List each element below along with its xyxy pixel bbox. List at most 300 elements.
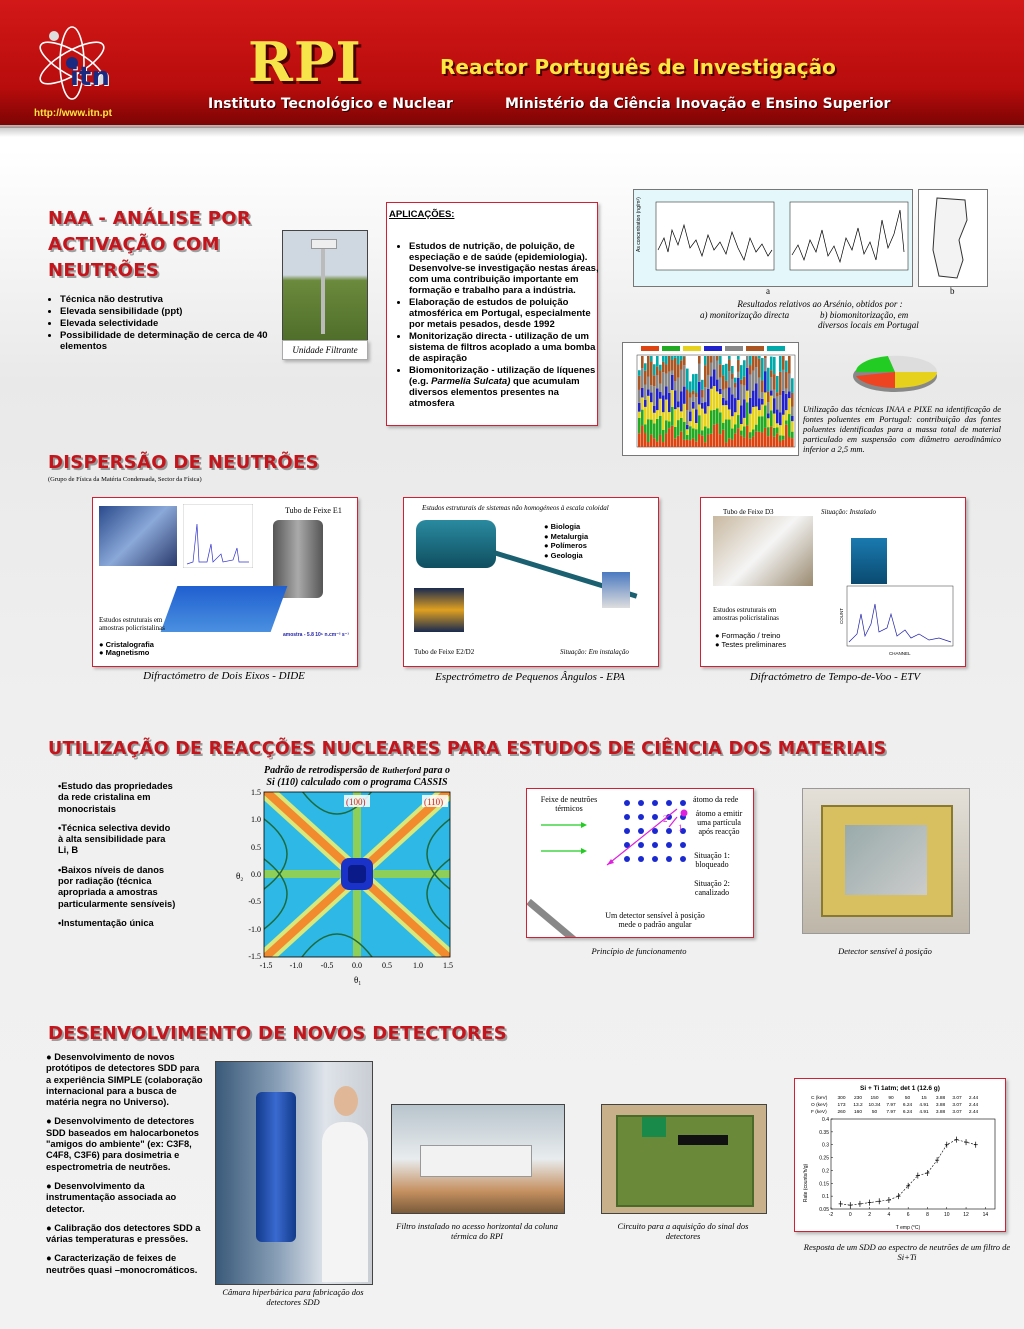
y-tick-label: 0.05 [819, 1207, 829, 1213]
threshold-cell: 173 [837, 1103, 846, 1108]
threshold-cell: 6.24 [902, 1103, 913, 1108]
stack-segment [764, 358, 767, 371]
source-contribution-chart [622, 342, 799, 456]
stack-segment [725, 381, 728, 389]
stack-segment [677, 401, 680, 407]
stack-segment [707, 435, 710, 447]
stack-segment [638, 370, 641, 376]
stack-segment [656, 356, 659, 366]
detectors-bullets [46, 1052, 204, 1284]
threshold-cell: 230 [853, 1096, 863, 1101]
stack-segment [710, 356, 713, 363]
stack-segment [728, 356, 731, 359]
stack-segment [710, 363, 713, 377]
stack-segment [638, 418, 641, 433]
stack-segment [680, 411, 683, 418]
x-tick: -0.5 [320, 961, 334, 970]
threshold-cell: 7.97 [886, 1110, 896, 1115]
lattice-atom [666, 828, 672, 834]
stack-segment [695, 374, 698, 393]
stack-segment [668, 393, 671, 412]
principle-situation1: Situação 1: bloqueado [694, 851, 730, 869]
stack-segment [734, 378, 737, 383]
stack-segment [752, 437, 755, 447]
stack-segment [653, 375, 656, 386]
stack-segment [701, 390, 704, 398]
stack-segment [662, 412, 665, 430]
stack-segment [785, 394, 788, 410]
stack-segment [776, 410, 779, 424]
stack-segment [689, 381, 692, 392]
stack-segment [764, 392, 767, 405]
stack-segment [707, 375, 710, 389]
stack-segment [647, 419, 650, 442]
list-item: ● Metalurgia [544, 531, 589, 541]
stack-segment [641, 410, 644, 426]
stack-segment [683, 422, 686, 440]
stack-segment [785, 361, 788, 372]
dide-spectrum [183, 504, 253, 568]
stack-segment [728, 438, 731, 447]
list-item: ● Cristalografia [99, 640, 154, 649]
stack-segment [695, 429, 698, 441]
stack-segment [755, 383, 758, 406]
stack-segment [656, 410, 659, 419]
stacked-bars [623, 343, 798, 455]
hyperbaric-chamber-photo [215, 1061, 373, 1285]
x-tick: 0.5 [382, 961, 392, 970]
stack-segment [644, 407, 647, 424]
stack-segment [782, 436, 785, 440]
lattice-atom [638, 814, 644, 820]
threshold-cell: 160 [853, 1110, 863, 1115]
stack-segment [656, 366, 659, 375]
dide-photo [99, 506, 177, 566]
stack-segment [758, 417, 761, 432]
lattice-atom [680, 800, 686, 806]
stack-segment [683, 365, 686, 386]
x-tick-label: 14 [982, 1212, 989, 1218]
etv-spectrum [839, 584, 957, 658]
threshold-cell: 3.07 [952, 1110, 962, 1115]
stack-segment [767, 427, 770, 436]
map-label-100: (100) [346, 797, 366, 807]
epa-tank [416, 520, 496, 568]
threshold-cell: 50 [904, 1096, 911, 1101]
stack-segment [791, 378, 794, 393]
threshold-cell: 2.44 [968, 1110, 979, 1115]
stack-segment [704, 426, 707, 442]
y-tick-label: 0.35 [819, 1129, 829, 1136]
stack-segment [656, 419, 659, 442]
lattice-atom [624, 828, 630, 834]
item-text: Geologia [550, 550, 583, 560]
stack-segment [689, 426, 692, 440]
epa-photo-2 [602, 572, 630, 608]
stack-segment [653, 413, 656, 424]
stack-segment [743, 437, 746, 447]
stack-segment [764, 405, 767, 427]
stack-segment [779, 441, 782, 447]
stack-segment [644, 424, 647, 433]
stack-segment [734, 387, 737, 398]
map-title-part2: para o [421, 765, 450, 776]
stack-segment [695, 409, 698, 423]
stack-segment [788, 398, 791, 414]
stack-segment [776, 376, 779, 392]
stack-segment [683, 357, 686, 366]
stack-segment [716, 356, 719, 361]
stack-segment [680, 356, 683, 360]
stack-segment [734, 398, 737, 412]
x-tick-label: 8 [926, 1212, 929, 1218]
y-tick: -0.5 [248, 897, 261, 906]
stack-segment [695, 397, 698, 409]
x-tick: -1.5 [259, 961, 273, 970]
stack-segment [725, 419, 728, 442]
map-label-110: (110) [424, 797, 444, 807]
y-tick: 1.0 [251, 815, 261, 824]
stack-segment [725, 400, 728, 405]
stack-segment [734, 424, 737, 433]
stack-segment [707, 406, 710, 428]
stack-segment [647, 389, 650, 395]
stack-segment [686, 410, 689, 425]
stack-segment [737, 378, 740, 400]
stack-segment [785, 420, 788, 424]
stack-segment [731, 366, 734, 373]
stack-segment [692, 409, 695, 429]
item-text: Formação / treino [721, 631, 781, 640]
item-text: Metalurgia [550, 531, 589, 541]
stack-segment [737, 372, 740, 378]
app4-species: Parmelia Sulcata) [431, 376, 511, 387]
stack-segment [743, 385, 746, 399]
stack-segment [650, 361, 653, 385]
list-item: ● Polímeros [544, 541, 587, 551]
stack-segment [716, 391, 719, 408]
stack-segment [740, 384, 743, 405]
stack-segment [692, 391, 695, 395]
stack-segment [674, 381, 677, 390]
stack-segment [782, 356, 785, 370]
stack-segment [650, 402, 653, 419]
stack-segment [770, 370, 773, 377]
stack-segment [650, 393, 653, 403]
stack-segment [680, 418, 683, 431]
stack-segment [674, 439, 677, 447]
x-tick: 1.5 [443, 961, 453, 970]
stack-segment [776, 427, 779, 433]
stack-segment [788, 437, 791, 447]
stack-segment [788, 414, 791, 437]
y-tick: 1.5 [251, 788, 261, 797]
stack-segment [737, 356, 740, 360]
stack-segment [746, 425, 749, 447]
lattice-atom [624, 856, 630, 862]
stack-segment [743, 360, 746, 377]
stack-segment [647, 356, 650, 377]
list-item: • Técnica não destrutiva [60, 294, 280, 305]
list-item: •Estudo das propriedades da rede cristalina em monocristais [58, 781, 173, 814]
stack-segment [740, 424, 743, 431]
stack-segment [671, 407, 674, 426]
principle-atom: átomo da rede [693, 795, 739, 804]
stack-segment [701, 380, 704, 390]
stack-segment [665, 374, 668, 387]
stack-segment [740, 431, 743, 436]
stack-segment [656, 388, 659, 410]
stack-segment [668, 428, 671, 447]
epa-panel [403, 497, 659, 667]
x-tick-label: 12 [963, 1212, 969, 1218]
stack-segment [683, 440, 686, 447]
stack-segment [683, 356, 686, 357]
list-item: •Instumentação única [58, 917, 154, 928]
list-item: • Elaboração de estudos de poluição atmosférica em Portugal, especialmente por metais pesados, desde 1992 [409, 297, 605, 330]
stack-segment [779, 372, 782, 395]
stack-segment [677, 436, 680, 447]
stack-segment [773, 414, 776, 428]
chart-title: Si + Ti 1atm; det 1 (12.6 g) [860, 1085, 940, 1092]
threshold-cell: 3.88 [935, 1103, 946, 1108]
etv-studies: Estudos estruturais em amostras policristalinas [713, 606, 779, 622]
stack-segment [692, 395, 695, 402]
stack-segment [695, 393, 698, 397]
response-caption: Resposta de um SDD ao espectro de neutrões de um filtro de Si+Ti [803, 1242, 1011, 1262]
y-tick-label: 0.1 [822, 1194, 829, 1201]
list-item: ● Magnetismo [99, 648, 150, 657]
stack-segment [761, 358, 764, 380]
stack-segment [701, 430, 704, 436]
inaa-caption: Utilização das técnicas INAA e PIXE na identificação de fontes poluentes em Portugal: contribuição das fontes poluentes identificadas para a massa total de material particulado em suspensão com diâmetro aerodinâmico inferior a 2,5 mm. [803, 404, 1001, 454]
y-tick-label: 0.25 [819, 1155, 829, 1162]
stack-segment [776, 433, 779, 447]
stack-segment [668, 372, 671, 393]
lattice-atom [652, 856, 658, 862]
stack-segment [791, 432, 794, 438]
stack-segment [755, 431, 758, 447]
etv-photo [713, 516, 813, 586]
stack-segment [770, 396, 773, 411]
threshold-cell: 3.88 [935, 1110, 946, 1115]
legend-swatch [725, 346, 743, 351]
threshold-cell: 90 [888, 1096, 894, 1101]
stack-segment [704, 402, 707, 414]
stack-segment [773, 374, 776, 390]
filter-caption-box [282, 340, 368, 360]
stack-segment [767, 402, 770, 413]
stack-segment [764, 356, 767, 358]
stack-segment [743, 399, 746, 418]
stack-segment [644, 371, 647, 385]
stack-segment [791, 407, 794, 416]
stack-segment [722, 390, 725, 398]
etv-beam: Tubo de Feixe D3 [723, 508, 774, 516]
circuit-caption: Circuito para a aquisição do sinal dos detectores [617, 1221, 749, 1241]
stack-segment [695, 423, 698, 429]
app4-rest: que acumulam diversos elementos presentes na atmosfera [409, 376, 580, 409]
list-item: •Baixos níveis de danos por radiação (técnica apropriada a amostras particularmente sensíveis) [58, 864, 176, 909]
item-text: Desenvolvimento de novos protótipos de detectores SDD para a experiência SIMPLE (colaboração internacional para a busca de matéria negra no Universo). [46, 1052, 203, 1108]
stack-segment [641, 368, 644, 388]
stack-segment [671, 356, 674, 360]
stack-segment [710, 376, 713, 388]
threshold-cell: 4.91 [919, 1103, 929, 1108]
naa-title-line1: NAA - ANÁLISE POR [48, 208, 252, 229]
y-tick: -1.0 [248, 925, 261, 934]
stack-segment [710, 410, 713, 433]
list-item: • Elevada sensibilidade (ppt) [60, 306, 280, 317]
stack-segment [767, 436, 770, 447]
stack-segment [740, 365, 743, 380]
portugal-map-icon [919, 190, 987, 286]
stack-segment [728, 409, 731, 419]
header-url[interactable]: http://www.itn.pt [34, 108, 112, 119]
epa-photo-1 [414, 588, 464, 632]
legend-swatch [683, 346, 701, 351]
stack-segment [773, 398, 776, 413]
dide-flux: amostra - 5.8 10⁵ n.cm⁻² s⁻¹ [283, 632, 349, 638]
stack-segment [719, 378, 722, 389]
stack-segment [725, 405, 728, 419]
lattice-atom [638, 828, 644, 834]
stack-segment [686, 389, 689, 410]
stack-segment [758, 410, 761, 416]
stack-segment [683, 387, 686, 404]
stack-segment [785, 372, 788, 389]
etv-panel [700, 497, 966, 667]
stack-segment [686, 369, 689, 390]
list-item: ● Geologia [544, 550, 583, 560]
stack-segment [671, 375, 674, 390]
stack-segment [761, 392, 764, 399]
stack-segment [665, 433, 668, 447]
stack-segment [698, 434, 701, 447]
legend-swatch [746, 346, 764, 351]
item-text: Testes preliminares [721, 640, 787, 649]
arsenic-timeseries-chart [634, 190, 912, 286]
stack-segment [758, 356, 761, 359]
stack-segment [674, 358, 677, 381]
principle-beam: Feixe de neutrões térmicos [540, 795, 598, 813]
source-pie-chart [848, 346, 943, 398]
legend-swatch [704, 346, 722, 351]
stack-segment [734, 383, 737, 388]
list-item: • Estudos de nutrição, de poluição, de especiação e de saúde (epidemiologia). Desenvolve-se investigação nestas áreas, com uma contribuição importante em formação e trabalho para a indústria. [409, 241, 605, 296]
item-text: Desenvolvimento da instrumentação associada ao detector. [46, 1180, 177, 1214]
list-item: • Elevada selectividade [60, 318, 280, 329]
threshold-cell: 10.34 [868, 1103, 881, 1108]
etv-situation: Situação: Instalado [821, 508, 877, 516]
stack-segment [647, 377, 650, 390]
stack-segment [680, 392, 683, 412]
lattice-atom [652, 800, 658, 806]
stack-segment [746, 402, 749, 425]
stack-segment [770, 391, 773, 396]
stack-segment [719, 356, 722, 364]
stack-segment [731, 429, 734, 440]
arsenic-caption-2a: a) monitorização directa [700, 310, 790, 320]
stack-segment [698, 356, 701, 363]
fig-label-b: b [950, 286, 955, 296]
stack-segment [704, 365, 707, 387]
stack-segment [698, 404, 701, 415]
legend-swatch [641, 346, 659, 351]
stack-segment [746, 356, 749, 368]
nuclear-bullets [58, 781, 178, 937]
x-tick-label: -2 [828, 1212, 834, 1218]
stack-segment [719, 364, 722, 377]
stack-segment [710, 434, 713, 447]
lattice-atom [638, 856, 644, 862]
dide-beam: Tubo de Feixe E1 [285, 506, 342, 515]
stack-segment [689, 421, 692, 426]
stack-segment [641, 356, 644, 368]
stack-segment [659, 371, 662, 384]
map-xlabel: θ₁ [354, 975, 362, 985]
stack-segment [662, 372, 665, 395]
stack-segment [662, 442, 665, 447]
stack-segment [713, 410, 716, 425]
stack-segment [791, 393, 794, 407]
y-tick-label: 0.4 [822, 1117, 829, 1123]
map-title-part1: Padrão de retrodispersão de [264, 765, 382, 776]
stack-segment [728, 359, 731, 371]
stack-segment [665, 400, 668, 421]
stack-segment [713, 369, 716, 386]
stack-segment [638, 433, 641, 447]
stack-segment [719, 412, 722, 434]
stack-segment [686, 429, 689, 435]
stack-segment [785, 425, 788, 447]
stack-segment [650, 435, 653, 447]
stack-segment [770, 410, 773, 426]
stack-segment [671, 360, 674, 370]
stack-segment [665, 387, 668, 400]
x-tick-label: 0 [848, 1212, 852, 1218]
stack-segment [659, 392, 662, 399]
stack-segment [749, 439, 752, 447]
item-text: Caracterização de feixes de neutrões quasi –monocromáticos. [46, 1253, 198, 1275]
stack-segment [713, 356, 716, 369]
threshold-cell: 6.24 [902, 1110, 913, 1115]
dide-studies: Estudos estruturais em amostras policristalinas [99, 616, 165, 632]
map-ylabel: θ₂ [236, 871, 244, 881]
detector-photo [802, 788, 970, 934]
stack-segment [686, 435, 689, 440]
stack-segment [764, 428, 767, 447]
stack-segment [767, 368, 770, 392]
stack-segment [671, 390, 674, 407]
stack-segment [752, 356, 755, 371]
list-item: ● Testes preliminares [715, 640, 787, 649]
stack-segment [650, 356, 653, 361]
lattice-atom [666, 856, 672, 862]
stack-segment [782, 370, 785, 391]
stack-segment [704, 356, 707, 365]
list-item: ● Desenvolvimento de detectores SDD baseados em halocarbonetos "amigos do ambiente" (ex: C3F8, C4F8, C3F6) para dosimetria e espectrometria de neutrões. [46, 1116, 199, 1172]
stack-segment [656, 441, 659, 447]
stack-segment [782, 440, 785, 447]
stack-segment [791, 438, 794, 447]
stack-segment [731, 416, 734, 428]
stack-segment [659, 435, 662, 447]
stack-segment [665, 356, 668, 364]
stack-segment [722, 398, 725, 405]
stack-segment [653, 423, 656, 438]
stack-segment [692, 374, 695, 390]
